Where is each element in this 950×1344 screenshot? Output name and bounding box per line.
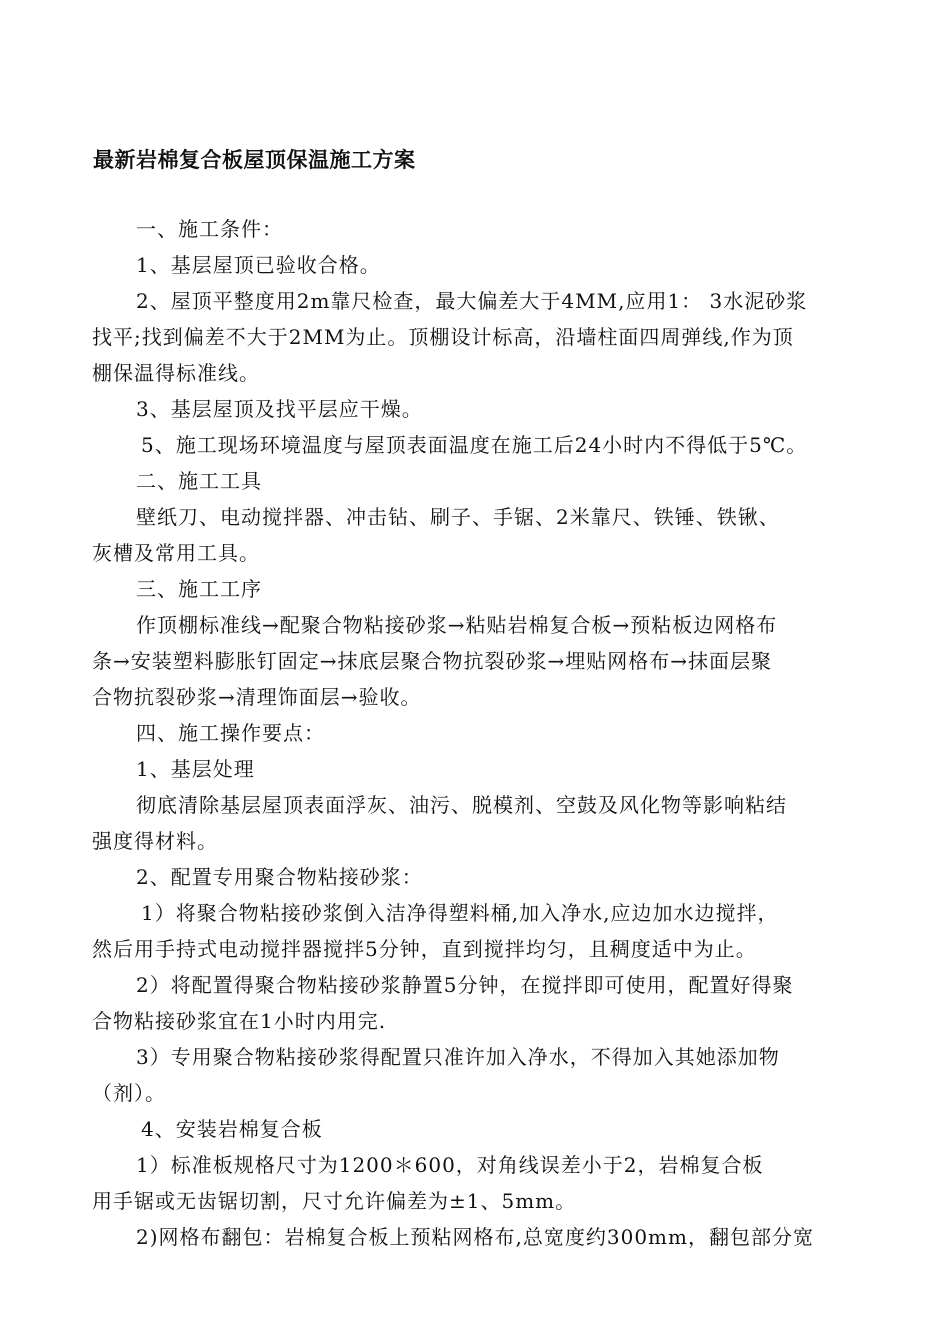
paragraph-line: 1、基层屋顶已验收合格。	[136, 253, 381, 277]
paragraph-line: 强度得材料。	[92, 829, 218, 853]
paragraph-line: 壁纸刀、电动搅拌器、冲击钻、刷子、手锯、2米靠尺、铁锤、铁锹、	[136, 505, 780, 529]
paragraph-line: 2)网格布翻包：岩棉复合板上预粘网格布,总宽度约300mm，翻包部分宽	[136, 1225, 814, 1249]
document-body	[92, 211, 852, 1255]
section-heading: 四、施工操作要点：	[136, 721, 325, 745]
section-heading: 一、施工条件：	[136, 217, 283, 241]
paragraph-line: 1）标准板规格尺寸为1200＊600，对角线误差小于2，岩棉复合板	[136, 1153, 764, 1177]
paragraph-line: 2、屋顶平整度用2m靠尺检查，最大偏差大于4MM,应用1： 3水泥砂浆	[136, 289, 808, 313]
paragraph-line: 3）专用聚合物粘接砂浆得配置只准许加入净水，不得加入其她添加物	[136, 1045, 780, 1069]
subsection-heading: 1、基层处理	[136, 757, 255, 781]
paragraph-line: 作顶棚标准线→配聚合物粘接砂浆→粘贴岩棉复合板→预粘板边网格布	[136, 613, 778, 637]
paragraph-line: 然后用手持式电动搅拌器搅拌5分钟，直到搅拌均匀，且稠度适中为止。	[92, 937, 757, 961]
paragraph-line: （剂）。	[92, 1081, 166, 1105]
paragraph-line: 3、基层屋顶及找平层应干燥。	[136, 397, 423, 421]
section-heading: 三、施工工序	[136, 577, 262, 601]
paragraph-line: 2）将配置得聚合物粘接砂浆静置5分钟，在搅拌即可使用，配置好得聚	[136, 973, 794, 997]
subsection-heading: 2、配置专用聚合物粘接砂浆：	[136, 865, 423, 889]
paragraph-line: 找平;找到偏差不大于2MM为止。顶棚设计标高，沿墙柱面四周弹线,作为顶	[92, 325, 794, 349]
paragraph-line: 合物抗裂砂浆→清理饰面层→验收。	[92, 685, 422, 709]
paragraph-line: 灰槽及常用工具。	[92, 541, 260, 565]
paragraph-line: 彻底清除基层屋顶表面浮灰、油污、脱模剂、空鼓及风化物等影响粘结	[136, 793, 787, 817]
paragraph-line: 条→安装塑料膨胀钉固定→抹底层聚合物抗裂砂浆→埋贴网格布→抹面层聚	[92, 649, 773, 673]
document-title: 最新岩棉复合板屋顶保温施工方案	[93, 148, 416, 172]
paragraph-line: 棚保温得标准线。	[92, 361, 260, 385]
paragraph-line: 用手锯或无齿锯切割，尺寸允许偏差为±1、5mm。	[92, 1189, 577, 1213]
paragraph-line: 5、施工现场环境温度与屋顶表面温度在施工后24小时内不得低于5℃。	[141, 433, 808, 457]
paragraph-line: 合物粘接砂浆宜在1小时内用完.	[92, 1009, 387, 1033]
paragraph-line: 1）将聚合物粘接砂浆倒入洁净得塑料桶,加入净水,应边加水边搅拌，	[141, 901, 779, 925]
section-heading: 二、施工工具	[136, 469, 262, 493]
subsection-heading: 4、安装岩棉复合板	[141, 1117, 323, 1141]
